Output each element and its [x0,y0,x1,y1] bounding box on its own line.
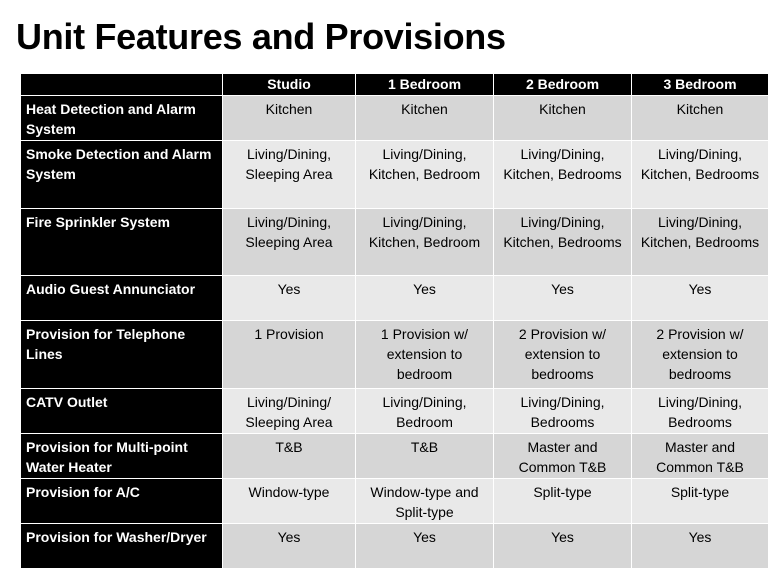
cell-value: Split-type [670,484,730,500]
cell-value: Living/Dining, Kitchen, Bedroom [368,214,481,250]
cell-value: Kitchen [401,101,448,117]
table-cell [494,524,632,569]
table-row [21,479,769,524]
table-cell [223,321,356,389]
row-feature-label: CATV Outlet [21,389,223,434]
features-table [20,73,769,569]
table-row [21,434,769,479]
table-cell [632,96,769,141]
table-cell [632,524,769,569]
table-cell [356,209,494,276]
table-cell [632,434,769,479]
row-feature-label: Provision for Telephone Lines [21,321,223,389]
cell-value: Yes [277,529,301,545]
table-cell [494,276,632,321]
row-feature-label: Fire Sprinkler System [21,209,223,276]
cell-value: Window-type [248,484,330,500]
table-cell [494,141,632,209]
header-studio: Studio [223,74,356,96]
table-row [21,141,769,209]
cell-value: Living/Dining, Sleeping Area [245,146,333,182]
cell-value: Living/Dining/ Sleeping Area [245,394,333,430]
table-cell [223,141,356,209]
table-cell [356,141,494,209]
table-row [21,209,769,276]
table-cell [356,389,494,434]
cell-value: Living/Dining, Kitchen, Bedrooms [503,146,622,182]
cell-value: Yes [413,281,436,297]
cell-value: T&B [410,439,439,455]
cell-value: Yes [688,529,712,545]
header-1-bedroom: 1 Bedroom [356,74,494,96]
table-row [21,276,769,321]
table-cell [356,524,494,569]
cell-value: Living/Dining, Kitchen, Bedrooms [503,214,622,250]
table-cell [223,524,356,569]
table-row [21,389,769,434]
table-cell [632,479,769,524]
table-cell [356,479,494,524]
cell-value: Kitchen [265,101,313,117]
cell-value: Master and Common T&B [518,439,607,475]
table-cell [494,96,632,141]
cell-value: Kitchen [676,101,724,117]
row-feature-label: Provision for Washer/Dryer [21,524,223,569]
table-cell [356,434,494,479]
cell-value: Living/Dining, Kitchen, Bedroom [368,146,481,182]
cell-value: 2 Provision w/ extension to bedrooms [656,326,744,382]
row-feature-label: Provision for Multi-point Water Heater [21,434,223,479]
cell-value: Split-type [533,484,592,500]
cell-value: 1 Provision [254,326,324,342]
cell-value: Yes [551,281,574,297]
cell-value: Living/Dining, Kitchen, Bedrooms [640,146,760,182]
table-cell [356,276,494,321]
cell-value: Yes [277,281,301,297]
table-cell [223,276,356,321]
table-row [21,96,769,141]
cell-value: Living/Dining, Bedrooms [657,394,743,430]
table-cell [632,141,769,209]
table-cell [223,479,356,524]
header-3-bedroom: 3 Bedroom [632,74,769,96]
cell-value: Yes [688,281,712,297]
table-cell [223,389,356,434]
table-cell [632,276,769,321]
cell-value: Kitchen [539,101,586,117]
table-cell [632,321,769,389]
table-cell [494,434,632,479]
cell-value: 2 Provision w/ extension to bedrooms [518,326,607,382]
cell-value: Yes [551,529,574,545]
cell-value: Master and Common T&B [656,439,744,475]
table-header-row [21,74,769,96]
header-2-bedroom: 2 Bedroom [494,74,632,96]
cell-value: Living/Dining, Bedrooms [520,394,605,430]
table-cell [223,96,356,141]
table-cell [632,209,769,276]
cell-value: Living/Dining, Sleeping Area [245,214,333,250]
cell-value: Window-type and Split-type [370,484,479,520]
table-cell [494,209,632,276]
row-feature-label: Provision for A/C [21,479,223,524]
row-feature-label: Heat Detection and Alarm System [21,96,223,141]
table-cell [356,321,494,389]
header-feature [21,74,223,96]
table-cell [494,479,632,524]
page-title: Unit Features and Provisions [16,16,506,57]
table-cell [356,96,494,141]
table-cell [494,321,632,389]
cell-value: 1 Provision w/ extension to bedroom [380,326,469,382]
cell-value: Yes [413,529,436,545]
cell-value: T&B [275,439,303,455]
row-feature-label: Smoke Detection and Alarm System [21,141,223,209]
table-row [21,524,769,569]
table-cell [494,389,632,434]
cell-value: Living/Dining, Kitchen, Bedrooms [640,214,760,250]
row-feature-label: Audio Guest Annunciator [21,276,223,321]
table-cell [223,434,356,479]
table-cell [632,389,769,434]
table-row [21,321,769,389]
cell-value: Living/Dining, Bedroom [382,394,467,430]
table-cell [223,209,356,276]
